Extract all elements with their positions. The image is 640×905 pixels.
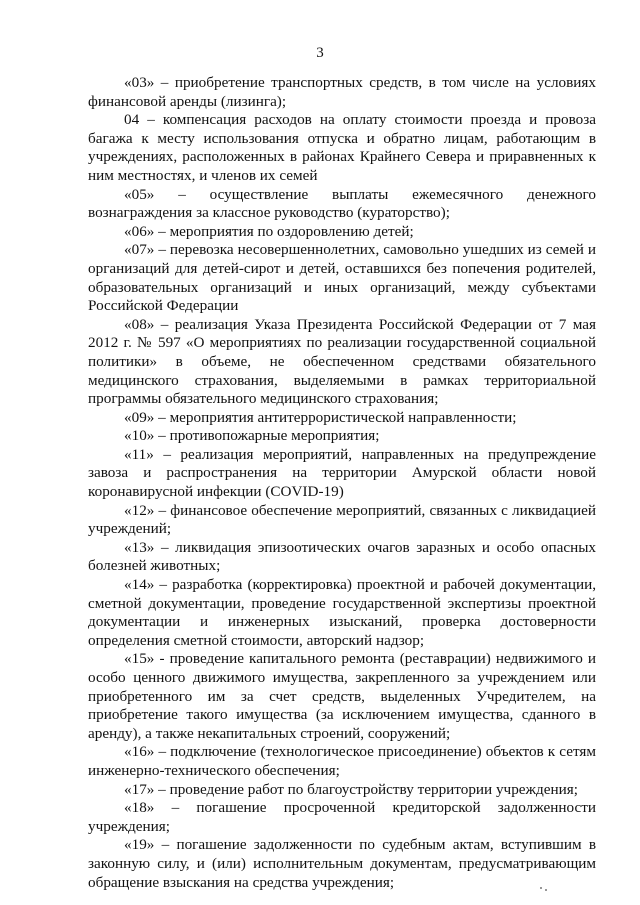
paragraph-code-16: «16» – подключение (технологическое присоединение) объектов к сетям инженерно-технического обеспечения;: [88, 743, 596, 779]
paragraph-code-08: «08» – реализация Указа Президента Российской Федерации от 7 мая 2012 г. № 597 «О мероприятиях по реализации государственной социальной политики» в объеме, не обеспеченном средствами обязательного медицинского страхования, выделяемыми в рамках территориальной программы обязательного медицинского страхования;: [88, 315, 596, 408]
document-body: [88, 74, 596, 892]
paragraph-code-14: «14» – разработка (корректировка) проектной и рабочей документации, сметной документации, проведение государственной экспертизы проектной документации и инженерных изысканий, проверка достоверности определения сметной стоимости, авторский надзор;: [88, 576, 596, 649]
scan-dust-mark: [540, 887, 548, 891]
paragraph-code-03: «03» – приобретение транспортных средств, в том числе на условиях финансовой аренды (лизинга);: [88, 74, 596, 110]
paragraph-code-19: «19» – погашение задолженности по судебным актам, вступившим в законную силу, и (или) исполнительным документам, предусматривающим обращение взыскания на средства учреждения;: [88, 836, 596, 891]
paragraph-code-10: «10» – противопожарные мероприятия;: [124, 427, 380, 445]
paragraph-code-15: «15» - проведение капитального ремонта (реставрации) недвижимого и особо ценного движимого имущества, закрепленного за учреждением или приобретенного им за счет средств, выделенных Учредителем, на приобретение такого имущества (за исключением имущества, сданного в аренду), а также некапитальных строений, сооружений;: [88, 650, 596, 742]
paragraph-code-18: «18» – погашение просроченной кредиторской задолженности учреждения;: [88, 799, 596, 835]
paragraph-code-17: «17» – проведение работ по благоустройству территории учреждения;: [124, 780, 578, 798]
paragraph-code-04: 04 – компенсация расходов на оплату стоимости проезда и провоза багажа к месту использования отпуска и обратно лицам, работающим в учреждениях, расположенных в районах Крайнего Севера и приравненных к ним местностях, и членов их семей: [88, 111, 596, 184]
paragraph-code-12: «12» – финансовое обеспечение мероприятий, связанных с ликвидацией учреждений;: [88, 501, 596, 538]
paragraph-code-11: «11» – реализация мероприятий, направленных на предупреждение завоза и распространения на территории Амурской области новой коронавирусной инфекции (COVID-19): [88, 445, 596, 501]
page-number: 3: [316, 45, 324, 61]
paragraph-code-06: «06» – мероприятия по оздоровлению детей;: [124, 222, 414, 240]
paragraph-code-09: «09» – мероприятия антитеррористической направленности;: [124, 408, 517, 426]
paragraph-code-05: «05» – осуществление выплаты ежемесячного денежного вознаграждения за классное руководство (кураторство);: [88, 185, 596, 222]
paragraph-code-13: «13» – ликвидация эпизоотических очагов заразных и особо опасных болезней животных;: [88, 538, 596, 575]
paragraph-code-07: «07» – перевозка несовершеннолетних, самовольно ушедших из семей и организаций для детей-сирот и детей, оставшихся без попечения родителей, образовательных организаций и иных организаций, между субъектами Российской Федерации: [88, 241, 596, 315]
